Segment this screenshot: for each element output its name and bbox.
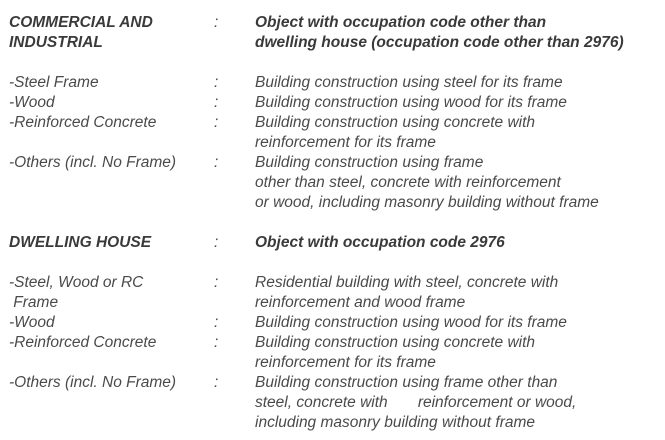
- entry-definition: steel, concrete with reinforcement or wood,: [255, 394, 577, 411]
- section-heading-definition: Object with occupation code other than: [255, 14, 547, 31]
- entry-definition: Building construction using frame other than: [255, 374, 558, 391]
- entry-definition: reinforcement for its frame: [255, 134, 436, 151]
- entry-definition: reinforcement for its frame: [255, 354, 436, 371]
- colon-separator: :: [214, 374, 219, 391]
- entry-definition: or wood, including masonry building without frame: [255, 194, 599, 211]
- colon-separator: :: [214, 114, 219, 131]
- entry-term: -Reinforced Concrete: [9, 114, 157, 131]
- colon-separator: :: [214, 314, 219, 331]
- section-heading-definition: dwelling house (occupation code other than 2976): [255, 34, 624, 51]
- entry-definition: reinforcement and wood frame: [255, 294, 466, 311]
- entry-term: Frame: [9, 294, 59, 311]
- entry-definition: including masonry building without frame: [255, 414, 536, 431]
- entry-definition: Building construction using frame: [255, 154, 484, 171]
- entry-term: -Reinforced Concrete: [9, 334, 157, 351]
- colon-separator: :: [214, 274, 219, 291]
- entry-term: -Others (incl. No Frame): [9, 374, 177, 391]
- colon-separator: :: [214, 74, 219, 91]
- section-heading-term: DWELLING HOUSE: [9, 234, 152, 251]
- section-heading-term: COMMERCIAL AND: [9, 14, 153, 31]
- section-heading-definition: Object with occupation code 2976: [255, 234, 505, 251]
- entry-definition: Building construction using concrete with: [255, 114, 536, 131]
- colon-separator: :: [214, 234, 219, 251]
- section-heading-term: INDUSTRIAL: [9, 34, 103, 51]
- colon-separator: :: [214, 334, 219, 351]
- entry-definition: Building construction using steel for its frame: [255, 74, 563, 91]
- entry-term: -Wood: [9, 94, 55, 111]
- entry-definition: Residential building with steel, concrete with: [255, 274, 559, 291]
- colon-separator: :: [214, 154, 219, 171]
- entry-term: -Steel, Wood or RC: [9, 274, 144, 291]
- entry-term: -Others (incl. No Frame): [9, 154, 177, 171]
- entry-definition: other than steel, concrete with reinforcement: [255, 174, 561, 191]
- colon-separator: :: [214, 14, 219, 31]
- entry-definition: Building construction using wood for its frame: [255, 94, 567, 111]
- entry-definition: Building construction using concrete with: [255, 334, 536, 351]
- entry-definition: Building construction using wood for its frame: [255, 314, 567, 331]
- entry-term: -Wood: [9, 314, 55, 331]
- entry-term: -Steel Frame: [9, 74, 99, 91]
- colon-separator: :: [214, 94, 219, 111]
